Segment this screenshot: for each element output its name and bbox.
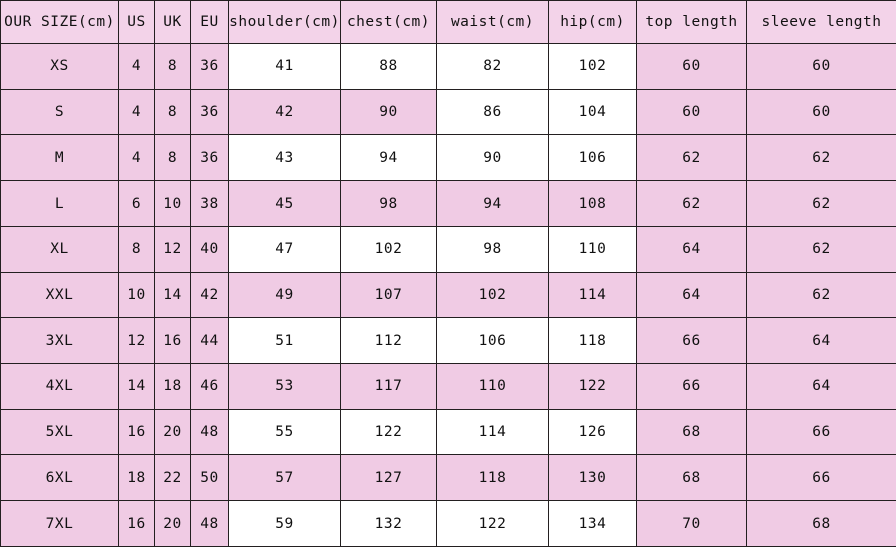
- cell-shoulder: 47: [229, 226, 341, 272]
- cell-hip: 122: [549, 364, 637, 410]
- header-top-length: top length: [637, 1, 747, 44]
- header-shoulder: shoulder(cm): [229, 1, 341, 44]
- cell-us: 16: [119, 409, 155, 455]
- table-row: [1, 226, 896, 272]
- cell-chest: 132: [341, 501, 437, 547]
- cell-uk: 8: [155, 135, 191, 181]
- cell-size: XL: [1, 226, 119, 272]
- cell-chest: 117: [341, 364, 437, 410]
- cell-shoulder: 57: [229, 455, 341, 501]
- cell-sleeve-length: 68: [747, 501, 896, 547]
- cell-sleeve-length: 60: [747, 44, 896, 90]
- cell-sleeve-length: 66: [747, 409, 896, 455]
- cell-eu: 36: [191, 44, 229, 90]
- cell-chest: 90: [341, 89, 437, 135]
- cell-waist: 90: [437, 135, 549, 181]
- cell-shoulder: 49: [229, 272, 341, 318]
- cell-uk: 16: [155, 318, 191, 364]
- cell-size: 3XL: [1, 318, 119, 364]
- cell-shoulder: 51: [229, 318, 341, 364]
- table-row: [1, 272, 896, 318]
- cell-sleeve-length: 62: [747, 135, 896, 181]
- header-hip: hip(cm): [549, 1, 637, 44]
- cell-shoulder: 55: [229, 409, 341, 455]
- cell-uk: 18: [155, 364, 191, 410]
- cell-shoulder: 45: [229, 181, 341, 227]
- cell-waist: 122: [437, 501, 549, 547]
- cell-sleeve-length: 62: [747, 272, 896, 318]
- cell-eu: 44: [191, 318, 229, 364]
- cell-shoulder: 42: [229, 89, 341, 135]
- cell-hip: 134: [549, 501, 637, 547]
- table-row: [1, 455, 896, 501]
- cell-waist: 102: [437, 272, 549, 318]
- cell-uk: 14: [155, 272, 191, 318]
- header-uk: UK: [155, 1, 191, 44]
- cell-waist: 110: [437, 364, 549, 410]
- cell-chest: 88: [341, 44, 437, 90]
- cell-uk: 22: [155, 455, 191, 501]
- cell-hip: 104: [549, 89, 637, 135]
- table-row: [1, 89, 896, 135]
- cell-chest: 94: [341, 135, 437, 181]
- table-header-row: [1, 1, 896, 44]
- cell-size: XS: [1, 44, 119, 90]
- cell-shoulder: 41: [229, 44, 341, 90]
- cell-uk: 8: [155, 44, 191, 90]
- cell-top-length: 60: [637, 89, 747, 135]
- cell-shoulder: 59: [229, 501, 341, 547]
- cell-chest: 127: [341, 455, 437, 501]
- cell-us: 4: [119, 89, 155, 135]
- cell-waist: 114: [437, 409, 549, 455]
- header-our-size: OUR SIZE(cm): [1, 1, 119, 44]
- cell-waist: 86: [437, 89, 549, 135]
- cell-eu: 48: [191, 409, 229, 455]
- table-row: [1, 364, 896, 410]
- cell-eu: 36: [191, 89, 229, 135]
- cell-size: 4XL: [1, 364, 119, 410]
- cell-chest: 107: [341, 272, 437, 318]
- cell-waist: 98: [437, 226, 549, 272]
- cell-sleeve-length: 62: [747, 181, 896, 227]
- cell-waist: 118: [437, 455, 549, 501]
- table-row: [1, 409, 896, 455]
- cell-uk: 20: [155, 409, 191, 455]
- cell-waist: 106: [437, 318, 549, 364]
- cell-uk: 20: [155, 501, 191, 547]
- cell-us: 4: [119, 135, 155, 181]
- cell-eu: 46: [191, 364, 229, 410]
- cell-eu: 42: [191, 272, 229, 318]
- header-waist: waist(cm): [437, 1, 549, 44]
- cell-us: 8: [119, 226, 155, 272]
- cell-size: S: [1, 89, 119, 135]
- cell-sleeve-length: 64: [747, 318, 896, 364]
- cell-sleeve-length: 60: [747, 89, 896, 135]
- cell-top-length: 66: [637, 318, 747, 364]
- cell-eu: 40: [191, 226, 229, 272]
- cell-eu: 48: [191, 501, 229, 547]
- cell-uk: 10: [155, 181, 191, 227]
- cell-us: 10: [119, 272, 155, 318]
- cell-top-length: 68: [637, 455, 747, 501]
- cell-chest: 98: [341, 181, 437, 227]
- header-chest: chest(cm): [341, 1, 437, 44]
- cell-top-length: 68: [637, 409, 747, 455]
- cell-hip: 110: [549, 226, 637, 272]
- header-eu: EU: [191, 1, 229, 44]
- header-us: US: [119, 1, 155, 44]
- cell-hip: 108: [549, 181, 637, 227]
- table-row: [1, 135, 896, 181]
- cell-hip: 114: [549, 272, 637, 318]
- table-row: [1, 318, 896, 364]
- cell-top-length: 62: [637, 135, 747, 181]
- cell-top-length: 70: [637, 501, 747, 547]
- cell-us: 16: [119, 501, 155, 547]
- cell-hip: 102: [549, 44, 637, 90]
- cell-hip: 106: [549, 135, 637, 181]
- table-row: [1, 501, 896, 547]
- cell-eu: 36: [191, 135, 229, 181]
- cell-chest: 122: [341, 409, 437, 455]
- cell-waist: 94: [437, 181, 549, 227]
- cell-us: 14: [119, 364, 155, 410]
- cell-chest: 112: [341, 318, 437, 364]
- cell-chest: 102: [341, 226, 437, 272]
- table-row: [1, 181, 896, 227]
- cell-us: 12: [119, 318, 155, 364]
- cell-us: 6: [119, 181, 155, 227]
- cell-size: XXL: [1, 272, 119, 318]
- cell-uk: 12: [155, 226, 191, 272]
- table-row: [1, 44, 896, 90]
- cell-size: 7XL: [1, 501, 119, 547]
- cell-shoulder: 53: [229, 364, 341, 410]
- cell-uk: 8: [155, 89, 191, 135]
- header-sleeve-length: sleeve length: [747, 1, 896, 44]
- cell-eu: 38: [191, 181, 229, 227]
- cell-top-length: 66: [637, 364, 747, 410]
- cell-size: 5XL: [1, 409, 119, 455]
- cell-hip: 118: [549, 318, 637, 364]
- cell-top-length: 64: [637, 226, 747, 272]
- cell-waist: 82: [437, 44, 549, 90]
- cell-hip: 130: [549, 455, 637, 501]
- cell-sleeve-length: 66: [747, 455, 896, 501]
- cell-top-length: 64: [637, 272, 747, 318]
- cell-shoulder: 43: [229, 135, 341, 181]
- cell-top-length: 60: [637, 44, 747, 90]
- cell-sleeve-length: 62: [747, 226, 896, 272]
- cell-eu: 50: [191, 455, 229, 501]
- cell-size: L: [1, 181, 119, 227]
- cell-us: 18: [119, 455, 155, 501]
- cell-size: 6XL: [1, 455, 119, 501]
- cell-size: M: [1, 135, 119, 181]
- cell-hip: 126: [549, 409, 637, 455]
- cell-top-length: 62: [637, 181, 747, 227]
- cell-us: 4: [119, 44, 155, 90]
- cell-sleeve-length: 64: [747, 364, 896, 410]
